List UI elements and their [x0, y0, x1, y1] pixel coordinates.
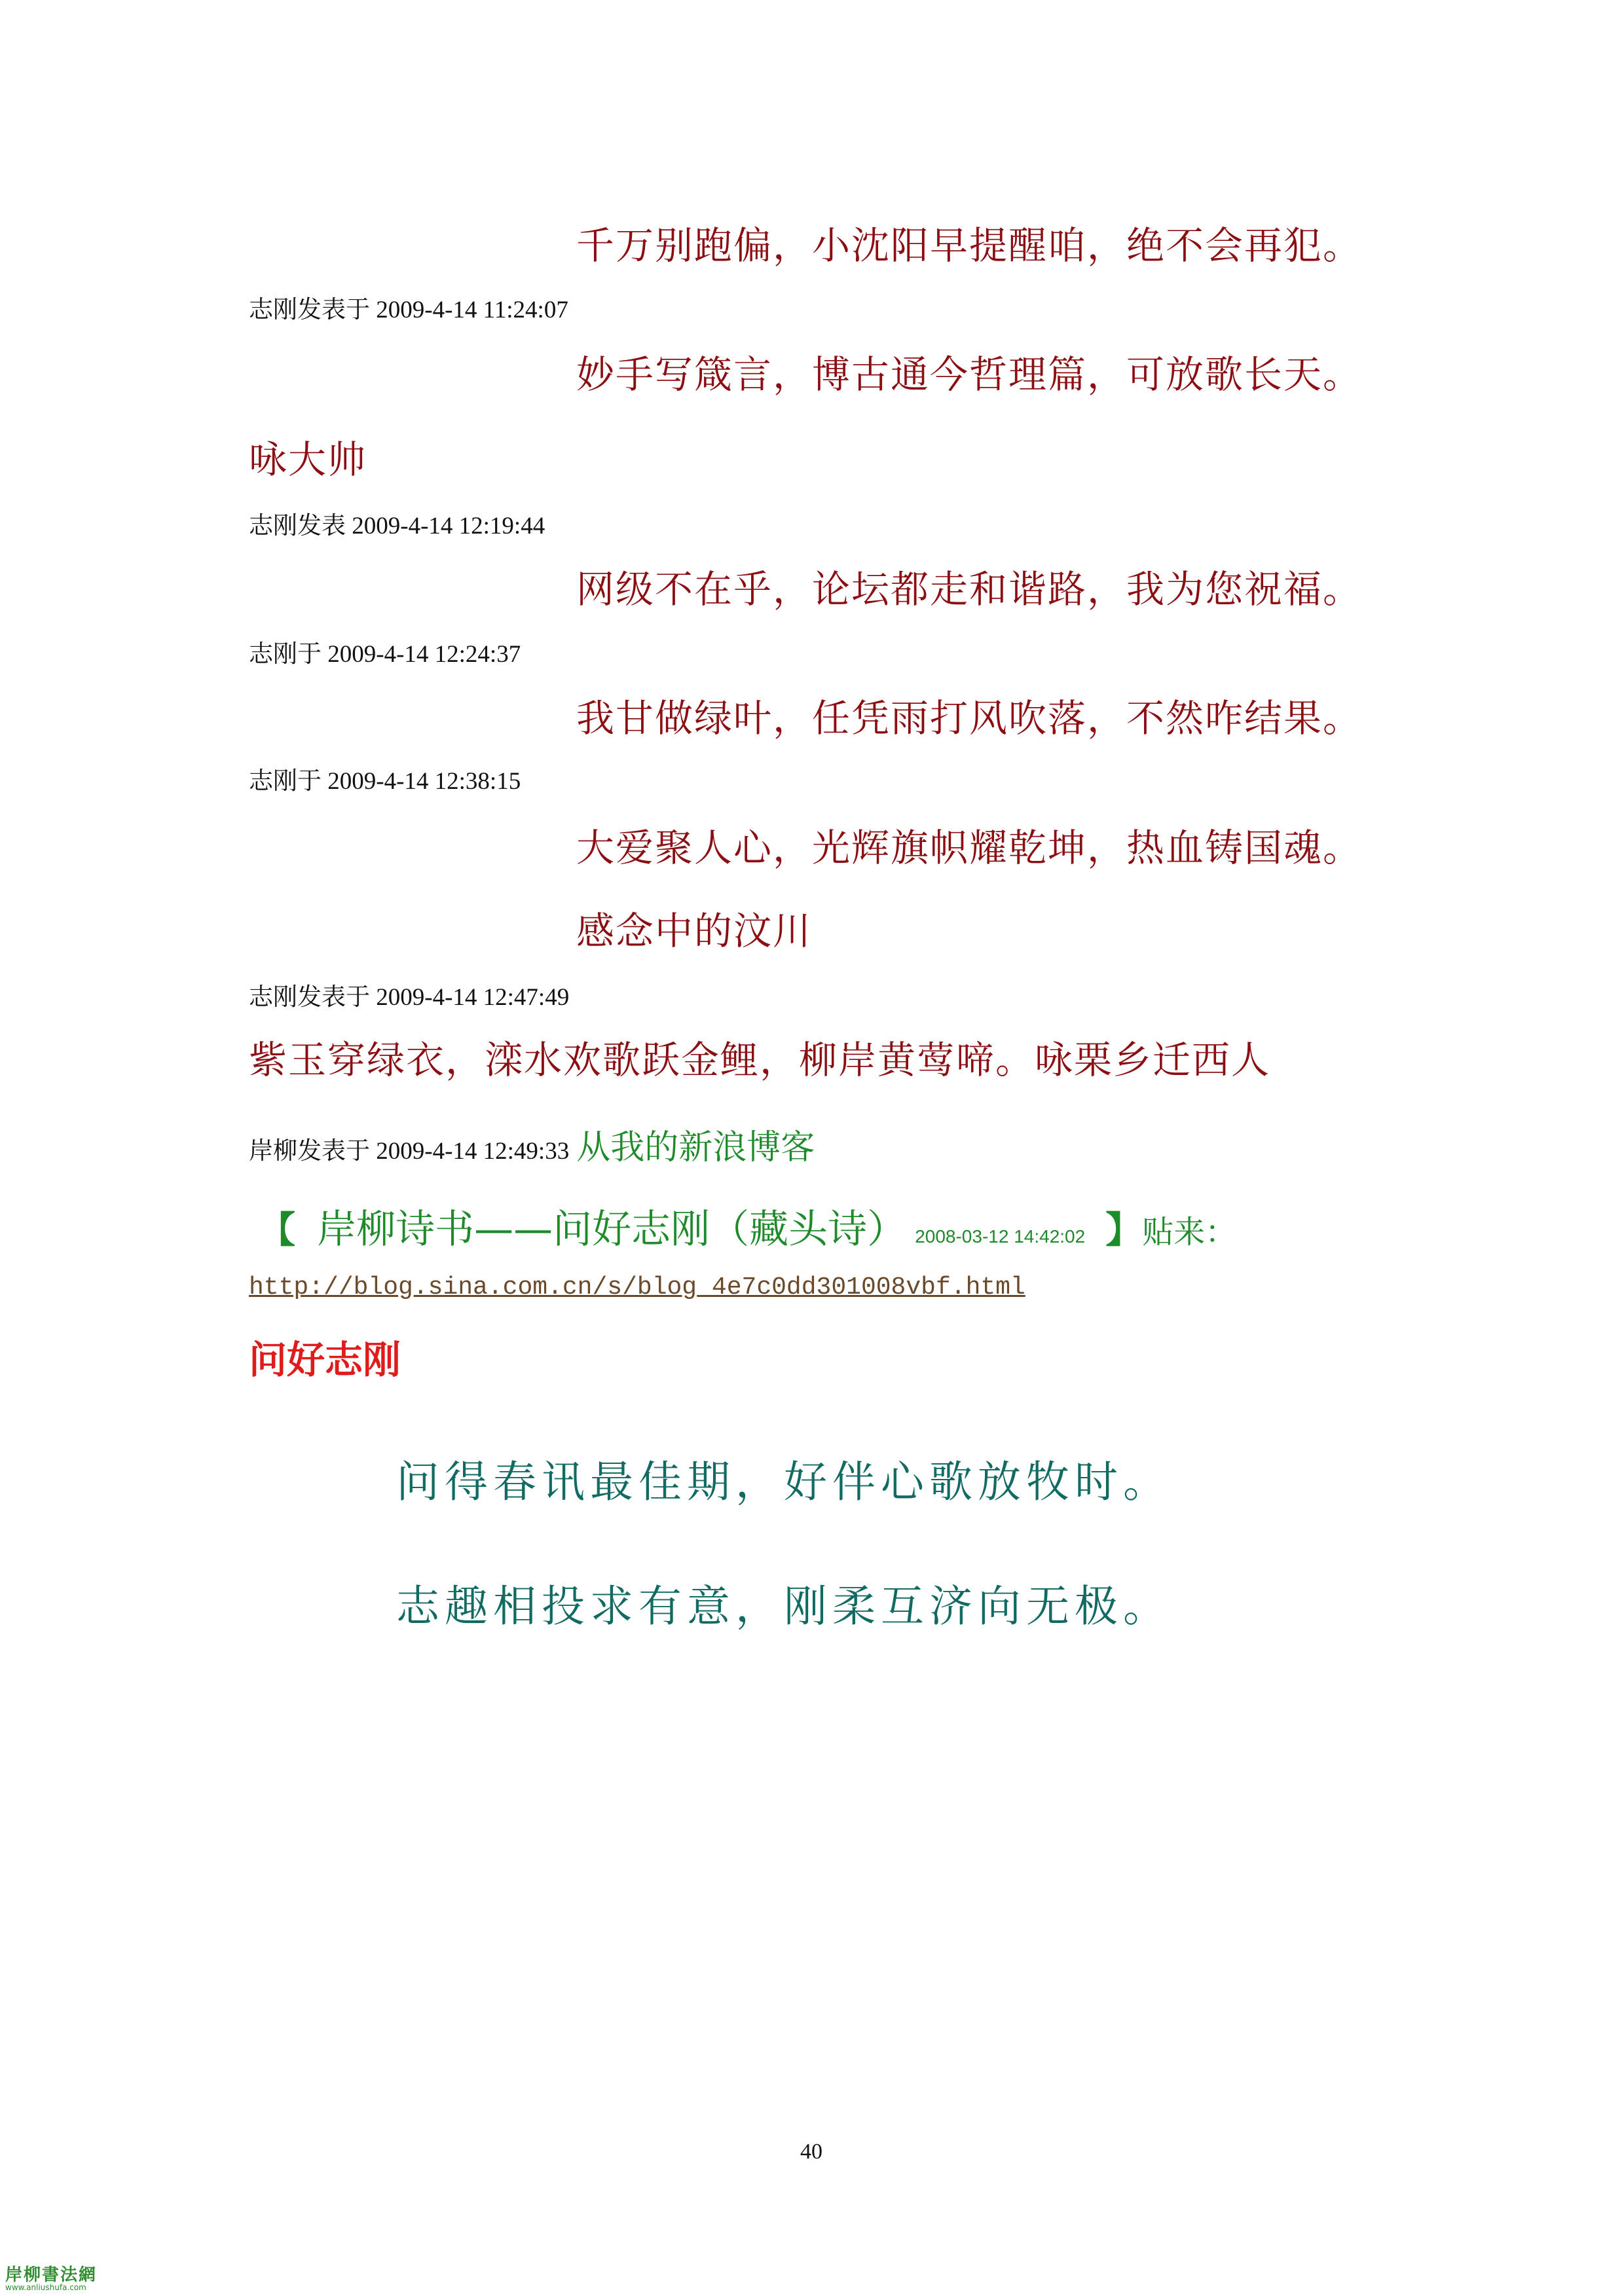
page-number: 40: [800, 2140, 822, 2164]
citation-suffix: 贴来：: [1142, 1214, 1237, 1250]
post-meta-3: 志刚于 2009-4-14 12:24:37: [249, 641, 521, 668]
poem-title-wenchuan: 感念中的汶川: [576, 909, 813, 953]
citation-line: [259, 1198, 1236, 1254]
source-line: [249, 1120, 815, 1169]
post-meta-4: 志刚于 2009-4-14 12:38:15: [249, 768, 521, 795]
blog-url-link[interactable]: http://blog.sina.com.cn/s/blog_4e7c0dd301008vbf.html: [249, 1273, 1025, 1302]
poem-line-5: 大爱聚人心，光辉旗帜耀乾坤，热血铸国魂。: [576, 826, 1363, 870]
poem-line-1: 千万别跑偏，小沈阳早提醒咱，绝不会再犯。: [576, 223, 1363, 268]
citation-date: 2008-03-12 14:42:02: [915, 1226, 1086, 1247]
source-meta: 岸柳发表于 2009-4-14 12:49:33: [249, 1138, 570, 1165]
post-meta-2: 志刚发表 2009-4-14 12:19:44: [249, 513, 545, 539]
post-meta-1: 志刚发表于 2009-4-14 11:24:07: [249, 297, 568, 323]
citation-title[interactable]: 岸柳诗书——问好志刚（藏头诗）: [317, 1207, 907, 1252]
site-logo: [5, 2267, 97, 2291]
poem-title-yong-dashuai: 咏大帅: [249, 437, 367, 482]
poem-line-6: 紫玉穿绿衣，滦水欢歌跃金鲤，柳岸黄莺啼。咏栗乡迁西人: [249, 1038, 1271, 1082]
post-meta-5: 志刚发表于 2009-4-14 12:47:49: [249, 984, 570, 1011]
open-bracket: 【: [259, 1209, 295, 1252]
poem-line-4: 我甘做绿叶，任凭雨打风吹落，不然咋结果。: [576, 696, 1363, 740]
poem-heading: 问好志刚: [249, 1338, 401, 1382]
sina-blog-link-text[interactable]: 从我的新浪博客: [576, 1128, 815, 1167]
poem-line-2: 妙手写箴言，博古通今哲理篇，可放歌长天。: [576, 352, 1363, 397]
poem-line-3: 网级不在乎，论坛都走和谐路，我为您祝福。: [576, 567, 1363, 611]
verse-line-1: 问得春讯最佳期，好伴心歌放牧时。: [396, 1457, 1172, 1507]
site-logo-url: www.anliushufa.com: [5, 2283, 86, 2292]
site-logo-text: 岸柳書法網: [5, 2265, 98, 2285]
close-bracket: 】: [1105, 1209, 1143, 1252]
verse-line-2: 志趣相投求有意，刚柔互济向无极。: [396, 1581, 1172, 1631]
